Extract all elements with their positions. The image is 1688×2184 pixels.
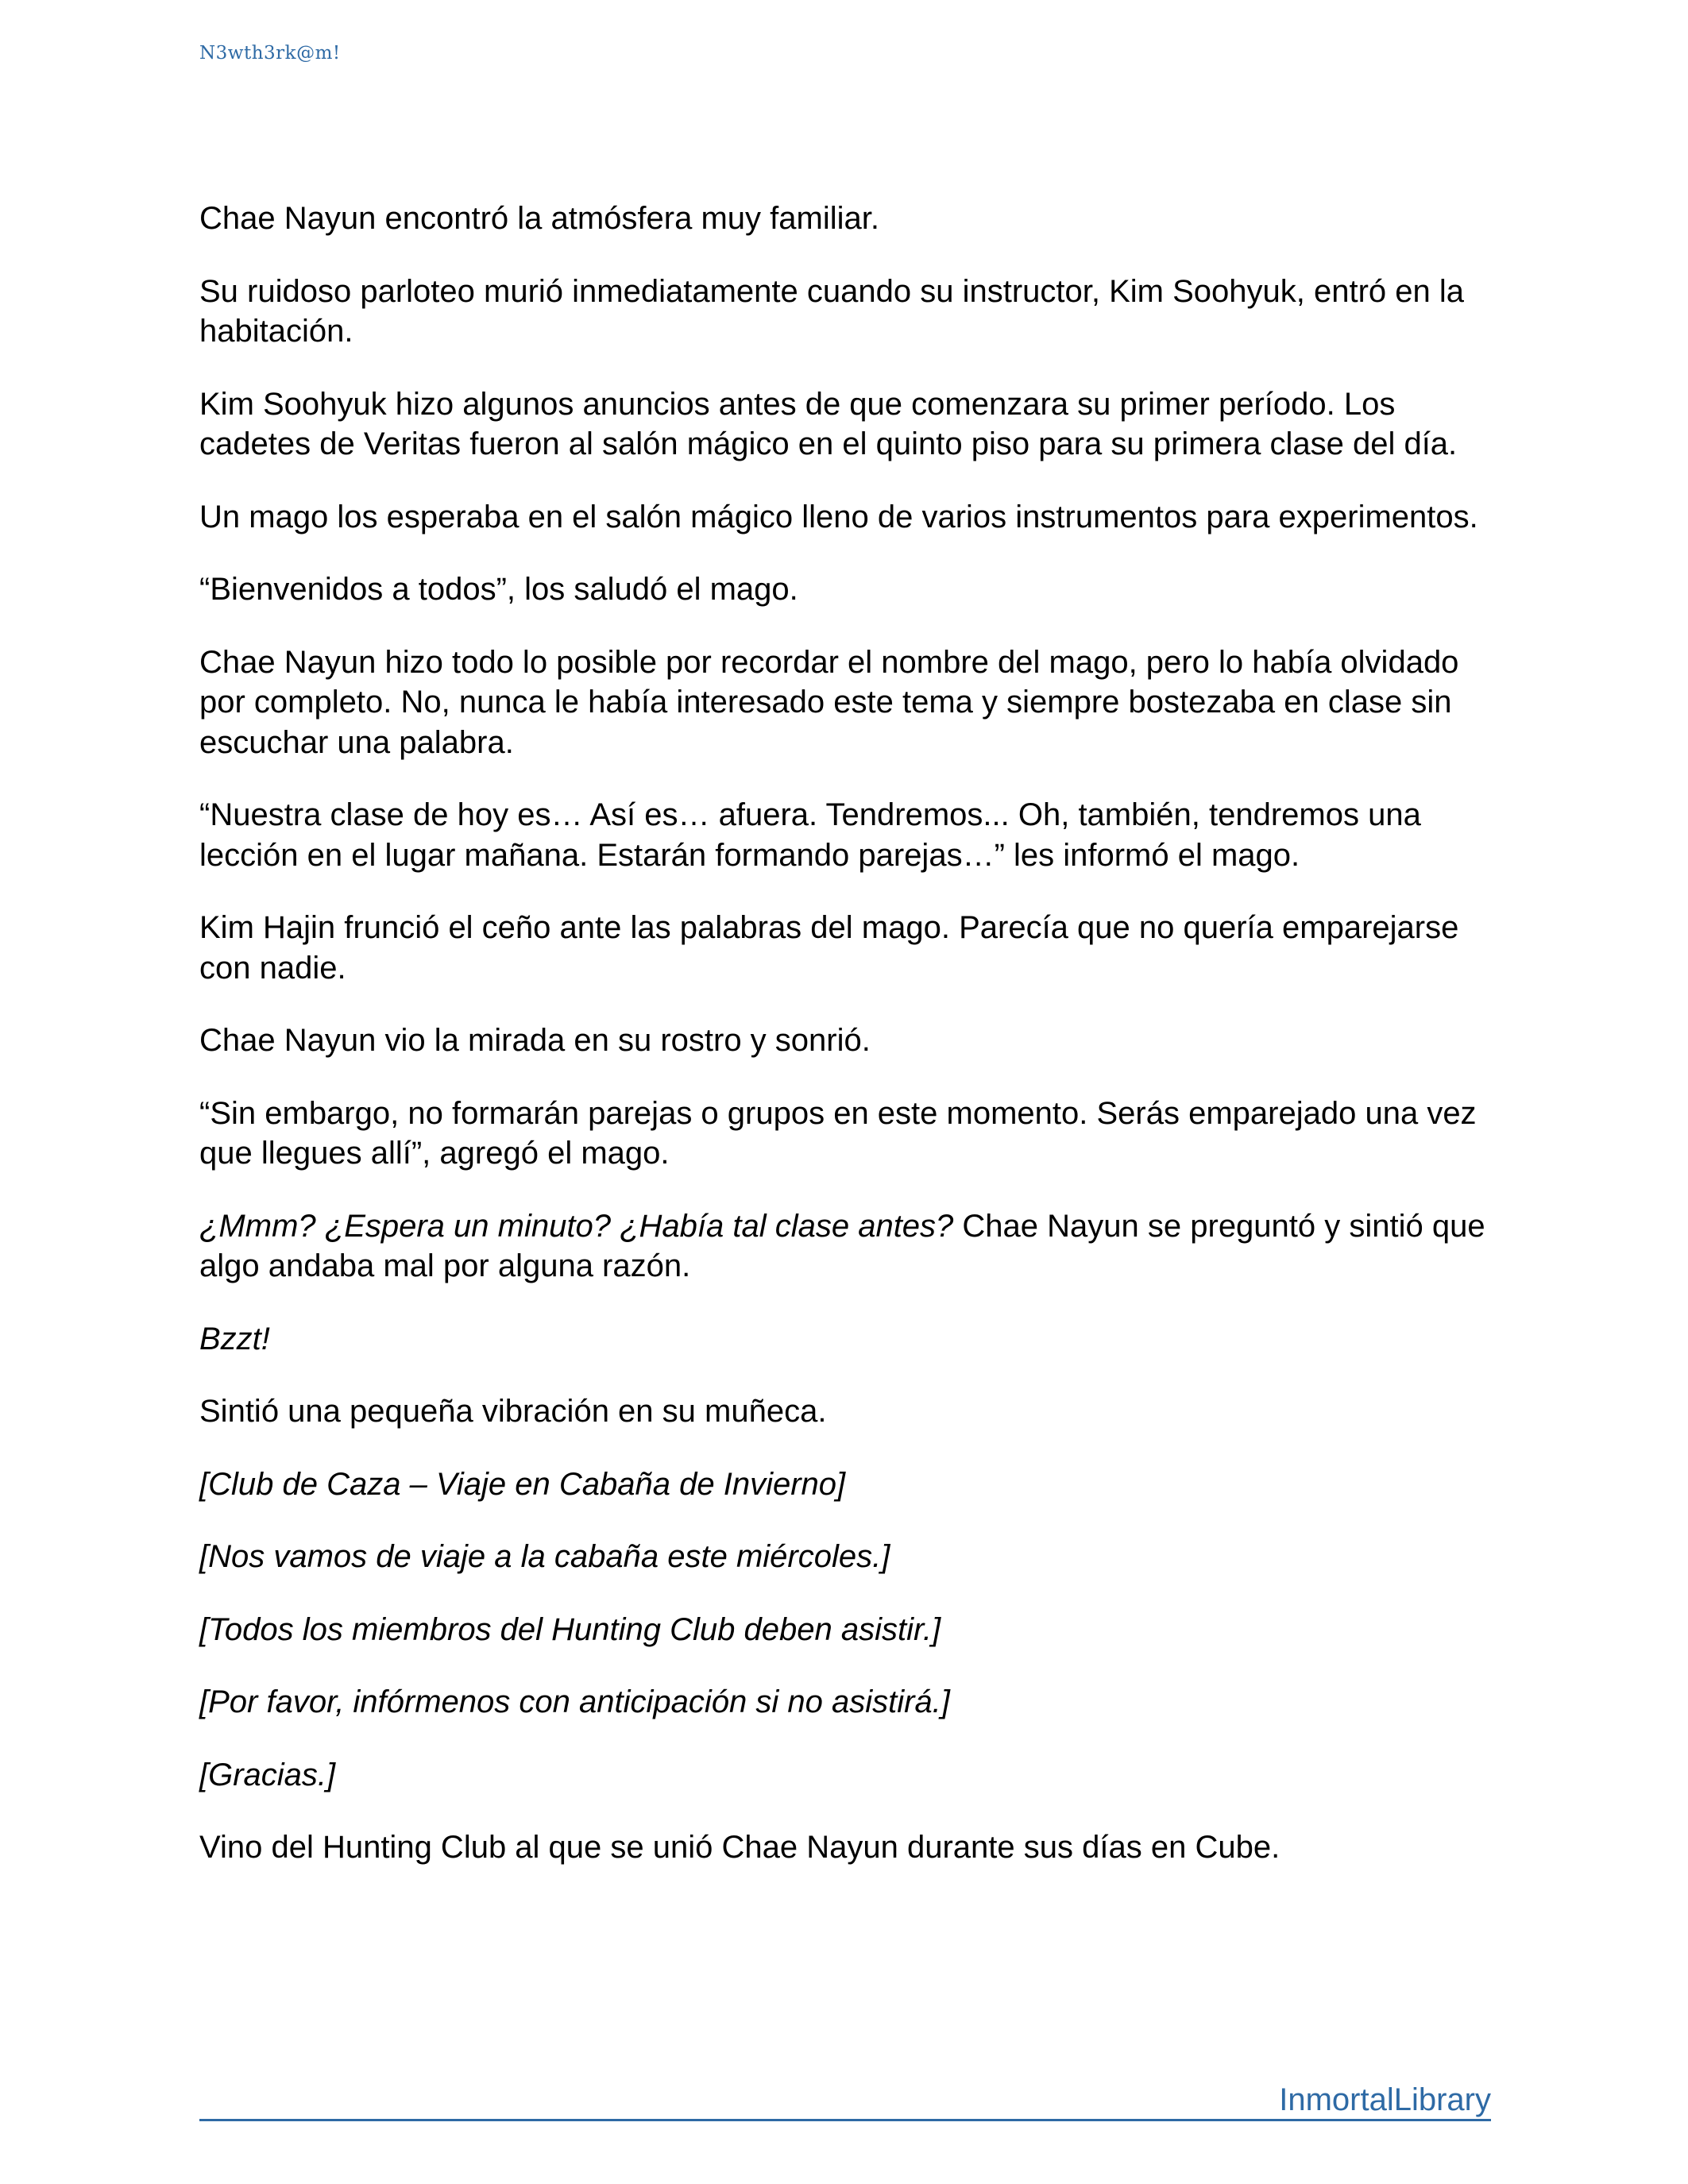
paragraph: Chae Nayun encontró la atmósfera muy familiar. bbox=[199, 201, 879, 236]
message-line: [Por favor, infórmenos con anticipación si no asistirá.] bbox=[199, 1684, 950, 1719]
paragraph: Un mago los esperaba en el salón mágico lleno de varios instrumentos para experimentos. bbox=[199, 499, 1478, 534]
paragraph: Chae Nayun vio la mirada en su rostro y sonrió. bbox=[199, 1023, 871, 1058]
message-line: [Todos los miembros del Hunting Club deben asistir.] bbox=[199, 1611, 941, 1647]
message-line: [Nos vamos de viaje a la cabaña este miércoles.] bbox=[199, 1539, 890, 1574]
footer bbox=[199, 2081, 1491, 2121]
thought-italic: ¿Mmm? ¿Espera un minuto? ¿Había tal clase antes? bbox=[199, 1208, 954, 1244]
paragraph: “Nuestra clase de hoy es… Así es… afuera. Tendremos... Oh, también, tendremos una lección en el lugar mañana. Estarán formando parejas…” les informó el mago. bbox=[199, 797, 1421, 873]
thought-rest: Chae Nayun se preguntó y sintió que algo andaba mal por alguna razón. bbox=[199, 1208, 1485, 1283]
paragraph: “Bienvenidos a todos”, los saludó el mago. bbox=[199, 572, 798, 607]
sound-effect: Bzzt! bbox=[199, 1321, 270, 1356]
footer-link[interactable]: InmortalLibrary bbox=[1279, 2082, 1491, 2117]
paragraph: Kim Soohyuk hizo algunos anuncios antes de que comenzara su primer período. Los cadetes de Veritas fueron al salón mágico en el quinto piso para su primera clase del día. bbox=[199, 386, 1458, 461]
thought-paragraph bbox=[199, 1206, 1494, 1287]
header-tag: N3wth3rk@m! bbox=[199, 43, 341, 64]
paragraph: Chae Nayun hizo todo lo posible por recordar el nombre del mago, pero lo había olvidado por completo. No, nunca le había interesado este tema y siempre bostezaba en clase sin escuchar una palabra. bbox=[199, 644, 1459, 760]
message-line: [Gracias.] bbox=[199, 1757, 336, 1792]
paragraph: Su ruidoso parloteo murió inmediatamente cuando su instructor, Kim Soohyuk, entró en la habitación. bbox=[199, 273, 1464, 349]
paragraph: Vino del Hunting Club al que se unió Chae Nayun durante sus días en Cube. bbox=[199, 1830, 1280, 1865]
paragraph: Kim Hajin frunció el ceño ante las palabras del mago. Parecía que no quería emparejarse con nadie. bbox=[199, 910, 1459, 986]
message-line: [Club de Caza – Viaje en Cabaña de Invierno] bbox=[199, 1466, 846, 1502]
document-body bbox=[199, 199, 1494, 1900]
paragraph: “Sin embargo, no formarán parejas o grupos en este momento. Serás emparejado una vez que llegues allí”, agregó el mago. bbox=[199, 1095, 1477, 1171]
paragraph: Sintió una pequeña vibración en su muñeca. bbox=[199, 1394, 827, 1429]
